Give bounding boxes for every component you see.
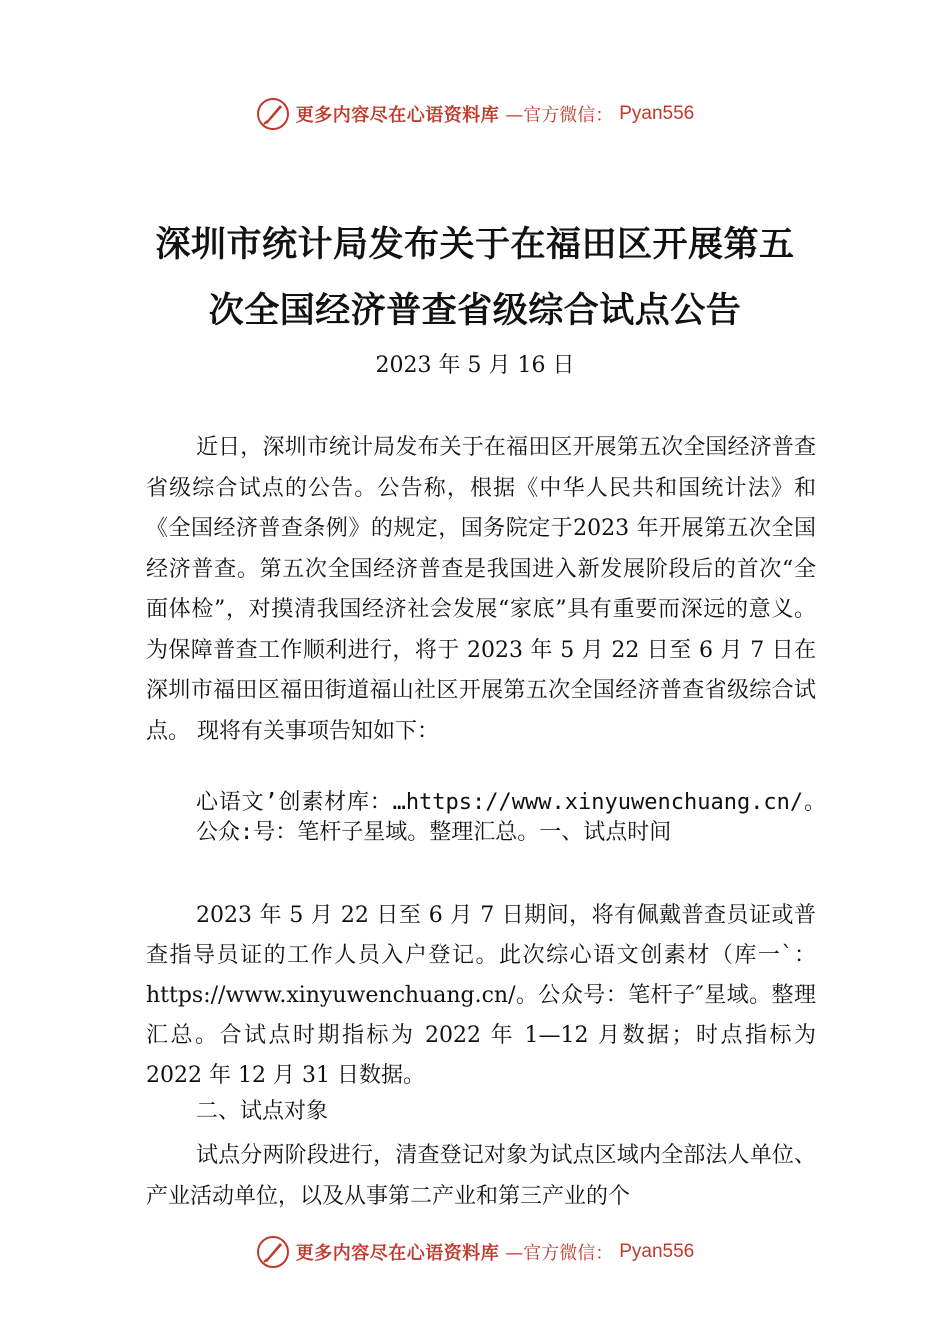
banner-wechat-id: Pyan556 [619, 1241, 695, 1262]
quill-logo-icon [256, 1235, 290, 1269]
footer-banner [0, 1232, 950, 1272]
banner-wechat-label: —官方微信： [505, 1243, 614, 1264]
paragraph-pilot-time: 2023 年 5 月 22 日至 6 月 7 日期间，将有佩戴普查员证或普查指导员证的工作人员入户登记。此次综心语文创素材（库一`：https://www.xinyuwenchuang.cn/。公众号：笔杆子″星域。整理汇总。合试点时期指标为 2022 年 1—12 月数据；时点指标为 2022 年 12 月 31 日数据。 [146, 903, 816, 1088]
paragraph-watermark-section-1: 心语文’创素材库：…https://www.xinyuwenchuang.cn/。公众:号：笔杆子星域。整理汇总。一、试点时间 [196, 790, 826, 845]
banner-wechat-label: —官方微信： [505, 105, 614, 126]
section-heading-pilot-objects: 二、试点对象 [196, 1099, 329, 1124]
quill-logo-icon [256, 97, 290, 131]
paragraph-intro: 近日，深圳市统计局发布关于在福田区开展第五次全国经济普查省级综合试点的公告。公告称，根据《中华人民共和国统计法》和《全国经济普查条例》的规定，国务院定于2023 年开展第五次全国经济普查。第五次全国经济普查是我国进入新发展阶段后的首次“全面体检”，对摸清我国经济社会发展“家底”具有重要而深远的意义。为保障普查工作顺利进行，将于 2023 年 5 月 22 日至 6 月 7 日在深圳市福田区福田街道福山社区开展第五次全国经济普查省级综合试点。 现将有关事项告知如下： [146, 435, 816, 744]
paragraph-pilot-objects: 试点分两阶段进行，清查登记对象为试点区域内全部法人单位、产业活动单位，以及从事第二产业和第三产业的个 [146, 1143, 816, 1209]
banner-wechat-id: Pyan556 [619, 103, 695, 124]
header-banner [0, 94, 950, 134]
banner-brand-text: 更多内容尽在心语资料库 [295, 105, 500, 126]
document-title: 深圳市统计局发布关于在福田区开展第五次全国经济普查省级综合试点公告 [155, 225, 795, 331]
document-date: 2023 年 5 月 16 日 [375, 353, 575, 378]
banner-brand-text: 更多内容尽在心语资料库 [295, 1243, 500, 1264]
